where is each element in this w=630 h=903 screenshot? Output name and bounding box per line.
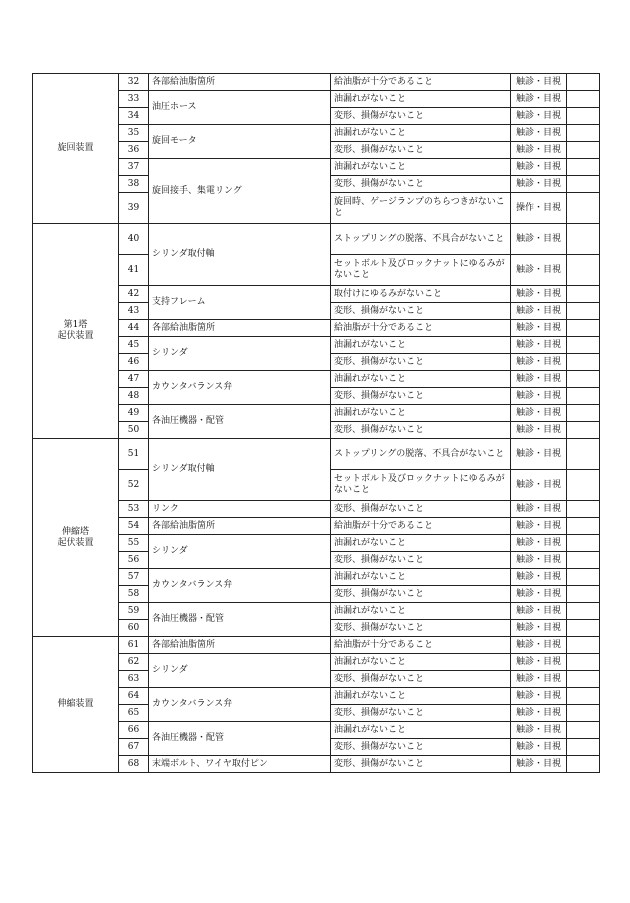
item-number-cell: 44 [119,320,149,337]
method-cell: 触診・目視 [511,125,567,142]
part-name-cell: 各油圧機器・配管 [149,405,331,439]
method-cell: 触診・目視 [511,142,567,159]
method-cell: 触診・目視 [511,371,567,388]
method-cell: 触診・目視 [511,108,567,125]
result-check-cell[interactable] [567,654,600,671]
part-name-cell: 各部給油脂箇所 [149,320,331,337]
table-row [33,439,600,470]
item-number-cell: 51 [119,439,149,470]
table-row [33,654,600,671]
check-criteria-cell: 変形、損傷がないこと [331,108,511,125]
check-criteria-cell: 取付けにゆるみがないこと [331,286,511,303]
item-number-cell: 43 [119,303,149,320]
check-criteria-cell: 油漏れがないこと [331,125,511,142]
method-cell: 触診・目視 [511,388,567,405]
item-number-cell: 40 [119,224,149,255]
item-number-cell: 46 [119,354,149,371]
method-cell: 触診・目視 [511,224,567,255]
method-cell: 触診・目視 [511,756,567,773]
part-name-cell: カウンタバランス弁 [149,688,331,722]
part-name-cell: シリンダ [149,337,331,371]
part-name-cell: 旋回モータ [149,125,331,159]
check-criteria-cell: 油漏れがないこと [331,159,511,176]
item-number-cell: 49 [119,405,149,422]
item-number-cell: 64 [119,688,149,705]
method-cell: 触診・目視 [511,722,567,739]
table-row [33,722,600,739]
part-name-cell: 末端ボルト、ワイヤ取付ピン [149,756,331,773]
table-row [33,224,600,255]
method-cell: 触診・目視 [511,439,567,470]
check-criteria-cell: ストップリングの脱落、不具合がないこと [331,224,511,255]
part-name-cell: カウンタバランス弁 [149,569,331,603]
check-criteria-cell: 変形、損傷がないこと [331,354,511,371]
result-check-cell[interactable] [567,756,600,773]
check-criteria-cell: 変形、損傷がないこと [331,620,511,637]
check-criteria-cell: 変形、損傷がないこと [331,552,511,569]
result-check-cell[interactable] [567,569,600,586]
check-criteria-cell: 油漏れがないこと [331,688,511,705]
result-check-cell[interactable] [567,739,600,756]
method-cell: 触診・目視 [511,671,567,688]
result-check-cell[interactable] [567,142,600,159]
item-number-cell: 36 [119,142,149,159]
method-cell: 触診・目視 [511,470,567,501]
table-row [33,320,600,337]
item-number-cell: 57 [119,569,149,586]
item-number-cell: 45 [119,337,149,354]
check-criteria-cell: 変形、損傷がないこと [331,671,511,688]
check-criteria-cell: 給油脂が十分であること [331,74,511,91]
result-check-cell[interactable] [567,671,600,688]
check-criteria-cell: 給油脂が十分であること [331,320,511,337]
check-criteria-cell: 油漏れがないこと [331,603,511,620]
method-cell: 触診・目視 [511,603,567,620]
check-criteria-cell: 変形、損傷がないこと [331,501,511,518]
method-cell: 触診・目視 [511,705,567,722]
part-name-cell: リンク [149,501,331,518]
result-check-cell[interactable] [567,518,600,535]
part-name-cell: 各部給油脂箇所 [149,637,331,654]
table-row [33,688,600,705]
result-check-cell[interactable] [567,422,600,439]
item-number-cell: 50 [119,422,149,439]
group-name-cell: 旋回装置 [33,74,119,224]
check-criteria-cell: 油漏れがないこと [331,654,511,671]
check-criteria-cell: 旋回時、ゲージランプのちらつきがないこと [331,193,511,224]
result-check-cell[interactable] [567,286,600,303]
method-cell: 触診・目視 [511,74,567,91]
result-check-cell[interactable] [567,193,600,224]
table-row [33,91,600,108]
part-name-cell: 支持フレーム [149,286,331,320]
item-number-cell: 62 [119,654,149,671]
table-row [33,405,600,422]
table-row [33,501,600,518]
item-number-cell: 67 [119,739,149,756]
result-check-cell[interactable] [567,620,600,637]
method-cell: 触診・目視 [511,501,567,518]
result-check-cell[interactable] [567,405,600,422]
method-cell: 触診・目視 [511,569,567,586]
result-check-cell[interactable] [567,91,600,108]
table-row [33,535,600,552]
part-name-cell: 各部給油脂箇所 [149,518,331,535]
item-number-cell: 54 [119,518,149,535]
result-check-cell[interactable] [567,371,600,388]
method-cell: 触診・目視 [511,586,567,603]
part-name-cell: シリンダ [149,654,331,688]
table-row [33,337,600,354]
item-number-cell: 33 [119,91,149,108]
check-criteria-cell: 変形、損傷がないこと [331,142,511,159]
item-number-cell: 48 [119,388,149,405]
item-number-cell: 65 [119,705,149,722]
check-criteria-cell: 油漏れがないこと [331,535,511,552]
check-criteria-cell: 変形、損傷がないこと [331,388,511,405]
result-check-cell[interactable] [567,388,600,405]
table-row [33,518,600,535]
method-cell: 触診・目視 [511,337,567,354]
table-row [33,637,600,654]
item-number-cell: 59 [119,603,149,620]
part-name-cell: 各油圧機器・配管 [149,722,331,756]
result-check-cell[interactable] [567,501,600,518]
result-check-cell[interactable] [567,470,600,501]
result-check-cell[interactable] [567,337,600,354]
result-check-cell[interactable] [567,74,600,91]
check-criteria-cell: セットボルト及びロックナットにゆるみがないこと [331,255,511,286]
method-cell: 触診・目視 [511,739,567,756]
check-criteria-cell: 給油脂が十分であること [331,518,511,535]
item-number-cell: 60 [119,620,149,637]
check-criteria-cell: 給油脂が十分であること [331,637,511,654]
check-criteria-cell: 変形、損傷がないこと [331,303,511,320]
table-row [33,286,600,303]
part-name-cell: 各油圧機器・配管 [149,603,331,637]
result-check-cell[interactable] [567,535,600,552]
item-number-cell: 68 [119,756,149,773]
group-name-cell: 伸縮塔 起伏装置 [33,439,119,637]
item-number-cell: 47 [119,371,149,388]
item-number-cell: 35 [119,125,149,142]
inspection-table [32,73,600,773]
result-check-cell[interactable] [567,705,600,722]
check-criteria-cell: ストップリングの脱落、不具合がないこと [331,439,511,470]
item-number-cell: 38 [119,176,149,193]
check-criteria-cell: 油漏れがないこと [331,337,511,354]
item-number-cell: 56 [119,552,149,569]
table-row [33,756,600,773]
result-check-cell[interactable] [567,303,600,320]
item-number-cell: 55 [119,535,149,552]
check-criteria-cell: 変形、損傷がないこと [331,739,511,756]
item-number-cell: 41 [119,255,149,286]
method-cell: 触診・目視 [511,405,567,422]
table-row [33,371,600,388]
method-cell: 触診・目視 [511,535,567,552]
table-row [33,74,600,91]
item-number-cell: 66 [119,722,149,739]
part-name-cell: シリンダ [149,535,331,569]
check-criteria-cell: 油漏れがないこと [331,91,511,108]
check-criteria-cell: 変形、損傷がないこと [331,756,511,773]
method-cell: 触診・目視 [511,303,567,320]
result-check-cell[interactable] [567,159,600,176]
check-criteria-cell: 油漏れがないこと [331,569,511,586]
check-criteria-cell: 変形、損傷がないこと [331,422,511,439]
method-cell: 操作・目視 [511,193,567,224]
method-cell: 触診・目視 [511,688,567,705]
part-name-cell: シリンダ取付軸 [149,224,331,286]
check-criteria-cell: 変形、損傷がないこと [331,176,511,193]
group-name-cell: 伸縮装置 [33,637,119,773]
table-row [33,125,600,142]
result-check-cell[interactable] [567,176,600,193]
result-check-cell[interactable] [567,586,600,603]
method-cell: 触診・目視 [511,552,567,569]
item-number-cell: 32 [119,74,149,91]
method-cell: 触診・目視 [511,286,567,303]
item-number-cell: 37 [119,159,149,176]
part-name-cell: 旋回接手、集電リング [149,159,331,224]
method-cell: 触診・目視 [511,620,567,637]
method-cell: 触診・目視 [511,255,567,286]
method-cell: 触診・目視 [511,518,567,535]
item-number-cell: 52 [119,470,149,501]
part-name-cell: 各部給油脂箇所 [149,74,331,91]
item-number-cell: 63 [119,671,149,688]
part-name-cell: 油圧ホース [149,91,331,125]
result-check-cell[interactable] [567,439,600,470]
table-row [33,569,600,586]
check-criteria-cell: 油漏れがないこと [331,371,511,388]
method-cell: 触診・目視 [511,320,567,337]
result-check-cell[interactable] [567,125,600,142]
item-number-cell: 42 [119,286,149,303]
check-criteria-cell: セットボルト及びロックナットにゆるみがないこと [331,470,511,501]
result-check-cell[interactable] [567,255,600,286]
method-cell: 触診・目視 [511,176,567,193]
part-name-cell: シリンダ取付軸 [149,439,331,501]
item-number-cell: 61 [119,637,149,654]
result-check-cell[interactable] [567,320,600,337]
result-check-cell[interactable] [567,688,600,705]
result-check-cell[interactable] [567,603,600,620]
check-criteria-cell: 変形、損傷がないこと [331,586,511,603]
result-check-cell[interactable] [567,722,600,739]
method-cell: 触診・目視 [511,654,567,671]
result-check-cell[interactable] [567,637,600,654]
check-criteria-cell: 油漏れがないこと [331,722,511,739]
result-check-cell[interactable] [567,224,600,255]
table-row [33,159,600,176]
item-number-cell: 58 [119,586,149,603]
result-check-cell[interactable] [567,108,600,125]
table-row [33,603,600,620]
method-cell: 触診・目視 [511,159,567,176]
check-criteria-cell: 油漏れがないこと [331,405,511,422]
method-cell: 触診・目視 [511,637,567,654]
method-cell: 触診・目視 [511,422,567,439]
result-check-cell[interactable] [567,354,600,371]
part-name-cell: カウンタバランス弁 [149,371,331,405]
method-cell: 触診・目視 [511,354,567,371]
result-check-cell[interactable] [567,552,600,569]
item-number-cell: 53 [119,501,149,518]
check-criteria-cell: 変形、損傷がないこと [331,705,511,722]
method-cell: 触診・目視 [511,91,567,108]
group-name-cell: 第1塔 起伏装置 [33,224,119,439]
item-number-cell: 39 [119,193,149,224]
item-number-cell: 34 [119,108,149,125]
inspection-table-body [33,74,600,773]
